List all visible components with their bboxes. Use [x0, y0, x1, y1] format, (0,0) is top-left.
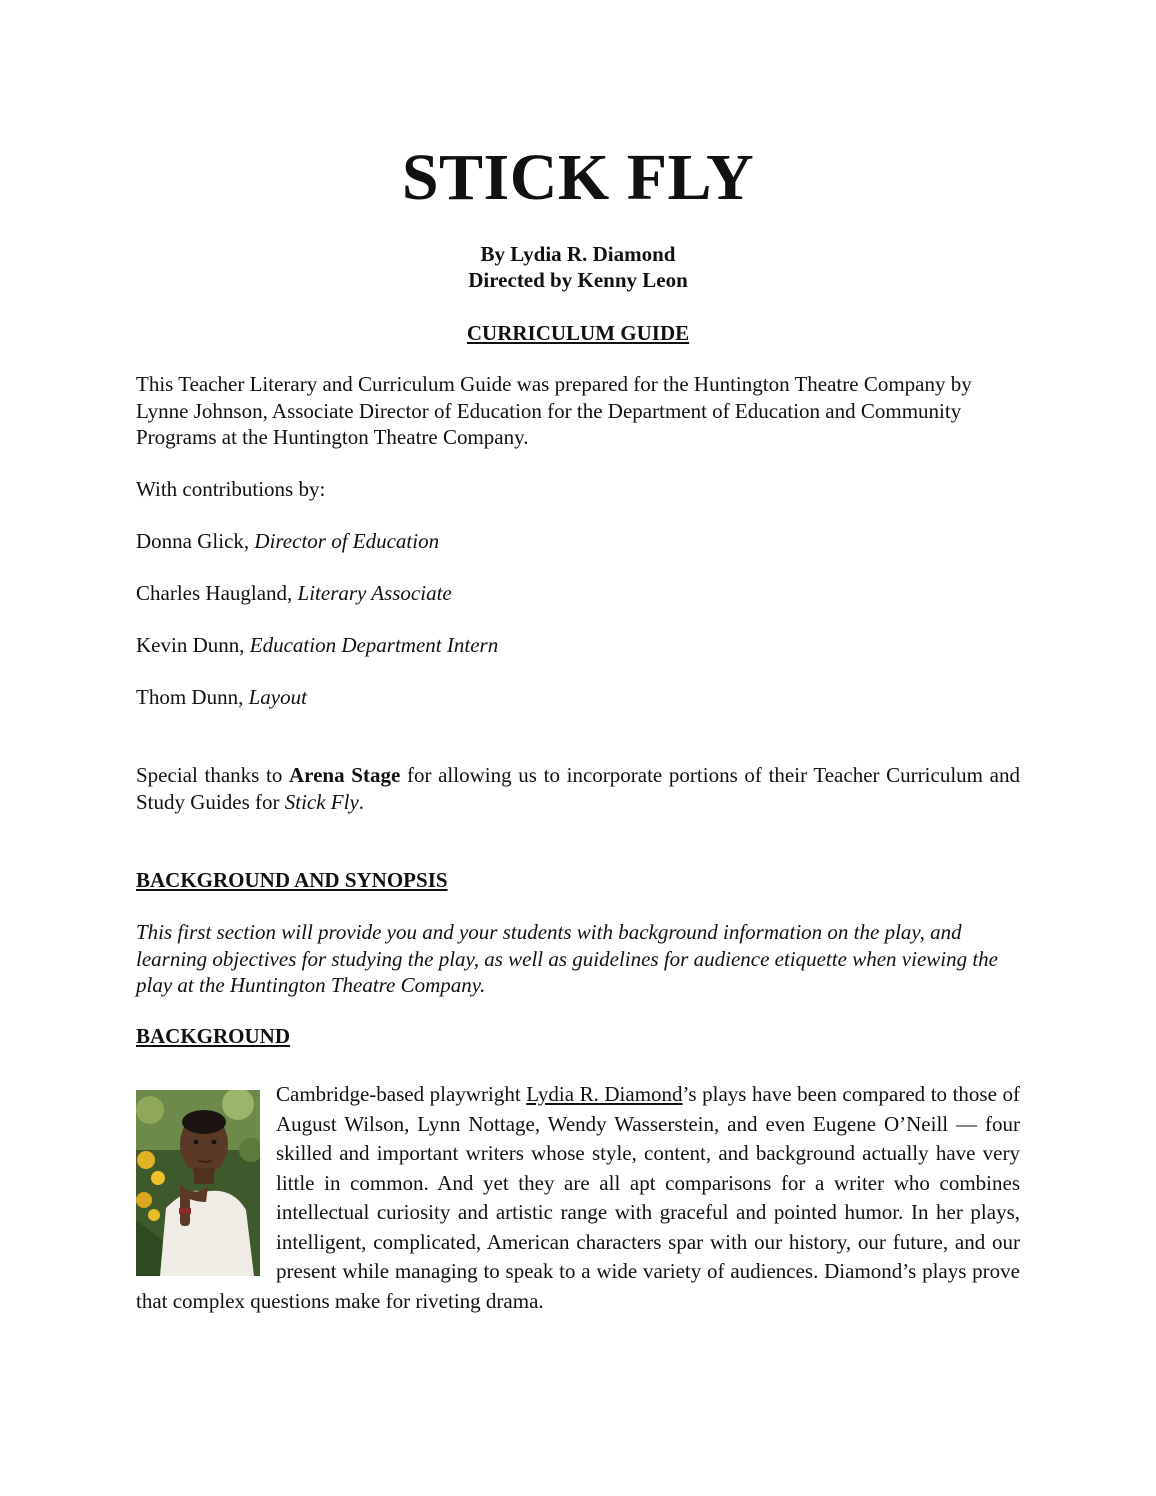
- curriculum-guide-heading: CURRICULUM GUIDE: [466, 321, 690, 345]
- contributor-name: Donna Glick,: [136, 529, 255, 553]
- contributor-line: [136, 580, 1020, 607]
- thanks-org: Arena Stage: [289, 763, 401, 787]
- playwright-bio: [136, 1080, 1020, 1316]
- director-byline: Directed by Kenny Leon: [468, 268, 688, 292]
- bio-text: ’s plays have been compared to those of August Wilson, Lynn Nottage, Wendy Wasserstein, and even Eugene O’Neill — four skilled and important writers whose style, content, and background actually have very little in common. And yet they are all apt comparisons for a writer who combines intellectual curiosity and artistic range with graceful and pointed humor. In her plays, intelligent, complicated, American characters spar with our history, our future, and our present while managing to speak to a wide variety of audiences. Diamond’s plays prove that complex questions make for riveting drama.: [136, 1082, 1020, 1313]
- thanks-text: Special thanks to: [136, 763, 289, 787]
- thanks-paragraph: [136, 762, 1020, 815]
- contributor-role: Director of Education: [254, 529, 440, 553]
- contributor-line: [136, 632, 1020, 659]
- contributor-name: Kevin Dunn,: [136, 633, 250, 657]
- background-synopsis-heading: BACKGROUND AND SYNOPSIS: [136, 868, 448, 892]
- contributor-role: Literary Associate: [297, 581, 452, 605]
- photo-text-wrap-spacer: [136, 1080, 260, 1270]
- playwright-link[interactable]: Lydia R. Diamond: [526, 1082, 683, 1106]
- thanks-work-title: Stick Fly: [284, 789, 359, 814]
- contributor-line: [136, 684, 1020, 711]
- background-heading: BACKGROUND: [136, 1024, 291, 1048]
- contributor-line: [136, 528, 1020, 555]
- contributions-label: With contributions by:: [136, 477, 326, 501]
- contributor-name: Charles Haugland,: [136, 581, 298, 605]
- thanks-text: for allowing us to incorporate portions of their Teacher Curriculum and Study Guides for: [136, 763, 1020, 814]
- play-title: STICK FLY: [401, 141, 755, 214]
- synopsis-intro: This first section will provide you and your students with background information on the play, and learning objectives for studying the play, as well as guidelines for audience etiquette when viewing the play at the Huntington Theatre Company.: [136, 920, 999, 997]
- bio-lead: Cambridge-based playwright: [276, 1082, 527, 1106]
- author-byline: By Lydia R. Diamond: [480, 242, 676, 266]
- intro-paragraph: This Teacher Literary and Curriculum Guide was prepared for the Huntington Theatre Company by Lynne Johnson, Associate Director of Education for the Department of Education and Community Programs at the Huntington Theatre Company.: [136, 372, 972, 449]
- thanks-text: .: [358, 789, 365, 814]
- contributor-role: Education Department Intern: [249, 633, 499, 657]
- contributor-name: Thom Dunn,: [136, 685, 249, 709]
- contributor-role: Layout: [248, 685, 307, 709]
